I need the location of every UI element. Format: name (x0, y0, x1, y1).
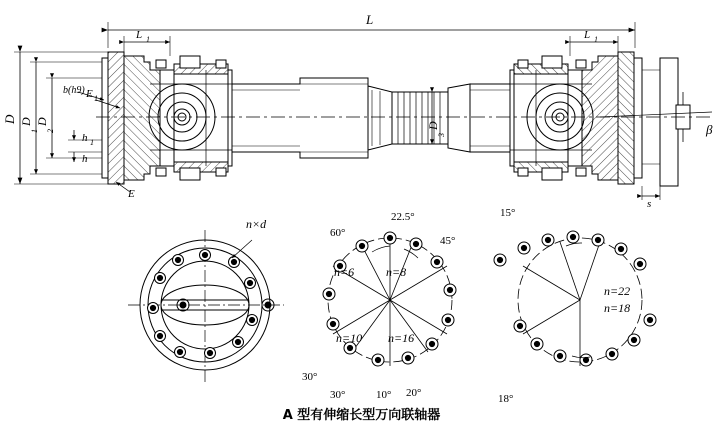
label-beta: β (706, 122, 713, 137)
label-E1: E (86, 88, 93, 100)
label-D2: D (35, 117, 49, 126)
main-assembly (14, 22, 712, 382)
angle-22-5: 22.5° (391, 211, 415, 223)
count-n6: n=6 (334, 265, 355, 279)
angle-18: 18° (498, 393, 514, 405)
bolt-pattern-right (494, 231, 656, 366)
left-flange (102, 52, 124, 184)
label-D3: D (426, 121, 440, 130)
label-L1-left-sub: 1 (146, 35, 150, 44)
label-E1-sub: 1 (94, 94, 98, 103)
label-L1-right-sub: 1 (594, 35, 598, 44)
count-n16: n=16 (388, 331, 415, 345)
count-n8: n=8 (386, 265, 407, 279)
angle-20: 20° (406, 387, 422, 399)
label-L1-right: L (584, 29, 591, 41)
angle-60: 60° (330, 227, 346, 239)
label-D1-sub: 1 (30, 129, 39, 133)
left-yoke (124, 56, 232, 180)
label-E: E (128, 188, 135, 200)
bolt-pattern-left (323, 232, 456, 366)
angle-10: 10° (376, 389, 392, 401)
angle-30-a: 30° (302, 371, 318, 383)
label-D1: D (19, 117, 33, 126)
label-h1-sub: 1 (90, 138, 94, 147)
right-flange (618, 52, 678, 200)
count-n10: n=10 (336, 331, 363, 345)
right-yoke (510, 56, 618, 180)
label-s: s (647, 198, 652, 210)
angle-15: 15° (500, 207, 516, 219)
label-h: h (82, 153, 88, 165)
flange-front-view (128, 230, 284, 382)
label-L1-left: L (136, 29, 143, 41)
label-D: D (2, 114, 17, 124)
label-b-h9: b(h9) (63, 85, 85, 96)
label-h1: h (82, 132, 88, 144)
label-nxd: n×d (246, 217, 267, 231)
telescoping-shaft (232, 78, 540, 158)
label-D3-sub: 3 (437, 133, 446, 137)
count-n18: n=18 (604, 301, 631, 315)
angle-30-b: 30° (330, 389, 346, 401)
label-L: L (366, 12, 374, 27)
figure-caption: A 型有伸缩长型万向联轴器 (282, 408, 441, 423)
count-n22: n=22 (604, 284, 631, 298)
angle-45: 45° (440, 235, 456, 247)
label-D2-sub: 2 (46, 129, 55, 133)
